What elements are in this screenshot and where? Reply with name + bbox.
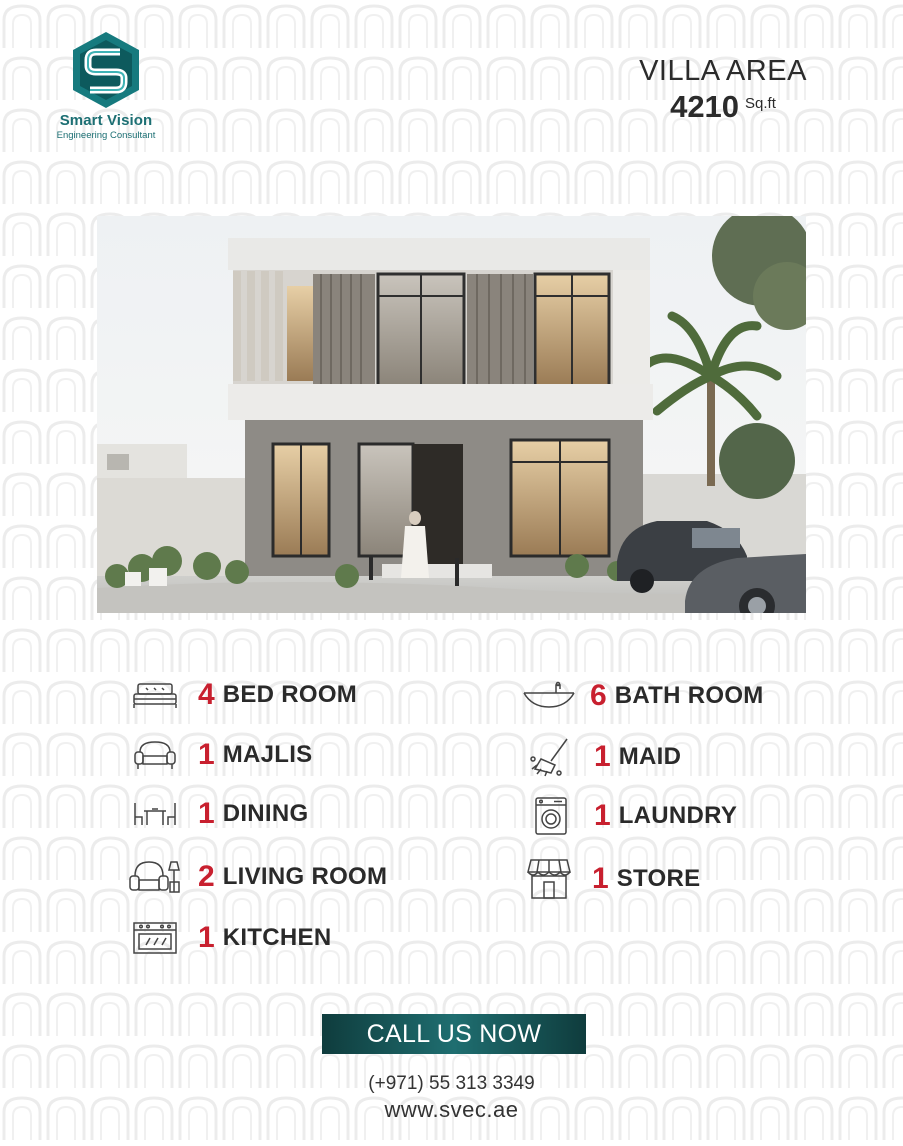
bath-room-label: BATH ROOM — [614, 682, 764, 709]
room-bath — [522, 672, 764, 720]
brand-logo — [46, 30, 166, 142]
room-living — [126, 853, 387, 901]
majlis-label: MAJLIS — [222, 741, 313, 768]
store-count: 1 — [592, 862, 609, 895]
laundry-label: LAUNDRY — [618, 802, 738, 829]
kitchen-label: KITCHEN — [222, 924, 332, 951]
oven-icon — [130, 916, 180, 960]
call-us-now-button[interactable]: CALL US NOW — [322, 1014, 586, 1054]
sofa-icon — [130, 733, 180, 777]
majlis-count: 1 — [198, 738, 215, 771]
bath-room-count: 6 — [590, 679, 607, 712]
cleaning-mop-icon — [526, 735, 576, 779]
armchair-lamp-icon — [126, 855, 182, 899]
villa-photo — [97, 216, 806, 613]
dining-count: 1 — [198, 797, 215, 830]
washing-machine-icon — [526, 794, 576, 838]
room-store — [524, 855, 700, 903]
villa-area-line — [613, 89, 833, 125]
villa-area-unit: Sq.ft — [745, 95, 776, 112]
room-bed — [130, 671, 357, 719]
brand-name: Smart Vision — [59, 112, 153, 129]
website-link[interactable]: www.svec.ae — [384, 1097, 519, 1122]
maid-count: 1 — [594, 740, 611, 773]
bed-icon — [130, 673, 180, 717]
room-majlis — [130, 731, 313, 779]
room-kitchen — [130, 914, 331, 962]
dining-label: DINING — [222, 800, 309, 827]
room-dining — [130, 790, 309, 838]
bed-room-label: BED ROOM — [222, 681, 358, 708]
villa-area-value: 4210 — [670, 89, 740, 124]
storefront-icon — [524, 857, 574, 901]
phone-number[interactable]: (+971) 55 313 3349 — [368, 1073, 535, 1094]
bed-room-count: 4 — [198, 678, 215, 711]
living-room-label: LIVING ROOM — [222, 863, 388, 890]
dining-table-icon — [130, 792, 180, 836]
room-laundry — [526, 792, 737, 840]
hexagon-s-logo-icon — [70, 30, 142, 110]
maid-label: MAID — [618, 743, 682, 770]
laundry-count: 1 — [594, 799, 611, 832]
villa-area-block — [613, 55, 833, 125]
store-label: STORE — [616, 865, 701, 892]
living-room-count: 2 — [198, 860, 215, 893]
room-maid — [526, 733, 681, 781]
bathtub-icon — [522, 674, 576, 718]
brand-tagline: Engineering Consultant — [56, 130, 156, 141]
kitchen-count: 1 — [198, 921, 215, 954]
villa-area-title: VILLA AREA — [639, 55, 807, 87]
